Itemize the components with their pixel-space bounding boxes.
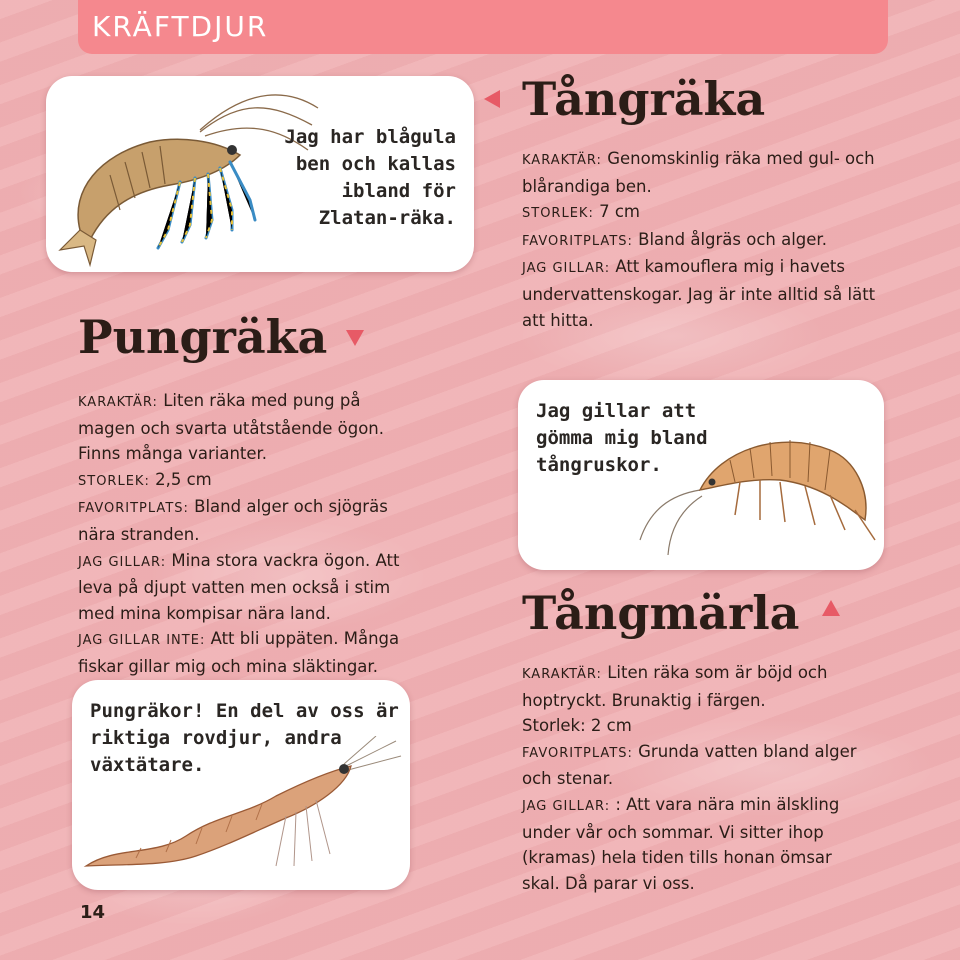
pointer-triangle-icon — [484, 90, 500, 108]
tangmarla-facts: KARAKTÄR: Liten räka som är böjd och hoptryckt. Brunaktig i färgen. Storlek: 2 cm FAVORITPLATS: Grunda vatten bland alger och stenar. JAG GILLAR: : Att vara nära min älskling under vår och sommar. Vi sitter ihop (kramas) hela tiden tills honan ömsar skal. Då parar vi oss. — [522, 663, 857, 893]
pungraka-heading: Pungräka — [78, 310, 328, 364]
tangmarla-image-card — [518, 380, 884, 570]
page-header-title: KRÄFTDJUR — [92, 10, 269, 43]
tangraka-caption: Jag har blågula ben och kallas ibland för Zlatan-räka. — [284, 126, 456, 229]
pointer-triangle-icon — [822, 600, 840, 616]
pungraka-facts: KARAKTÄR: Liten räka med pung på magen och svarta utåtstående ögon. Finns många varianter. STORLEK: 2,5 cm FAVORITPLATS: Bland alger och sjögräs nära stranden. JAG GILLAR: Mina stora vackra ögon. Att leva på djupt vatten men också i stim med mina kompisar nära land. JAG GILLAR INTE: Att bli uppäten. Många fiskar gillar mig och mina släktingar. — [78, 391, 400, 676]
tangmarla-heading: Tångmärla — [522, 586, 800, 640]
tangraka-facts: KARAKTÄR: Genomskinlig räka med gul- och blårandiga ben. STORLEK: 7 cm FAVORITPLATS: Bland ålgräs och alger. JAG GILLAR: Att kamouflera mig i havets undervattenskogar. Jag är inte alltid så lätt att hitta. — [522, 149, 876, 330]
pungraka-caption: Pungräkor! En del av oss är riktiga rovdjur, andra växtätare. — [90, 700, 399, 776]
pungraka-image-card — [72, 680, 410, 890]
pointer-triangle-icon — [346, 330, 364, 346]
tangraka-image-card — [46, 76, 474, 272]
tangmarla-caption: Jag gillar att gömma mig bland tångruskor. — [536, 400, 708, 476]
amphipod-illustration — [630, 410, 880, 560]
page-number: 14 — [80, 902, 106, 923]
mysid-illustration — [76, 736, 406, 886]
tangraka-heading: Tångräka — [522, 72, 766, 126]
